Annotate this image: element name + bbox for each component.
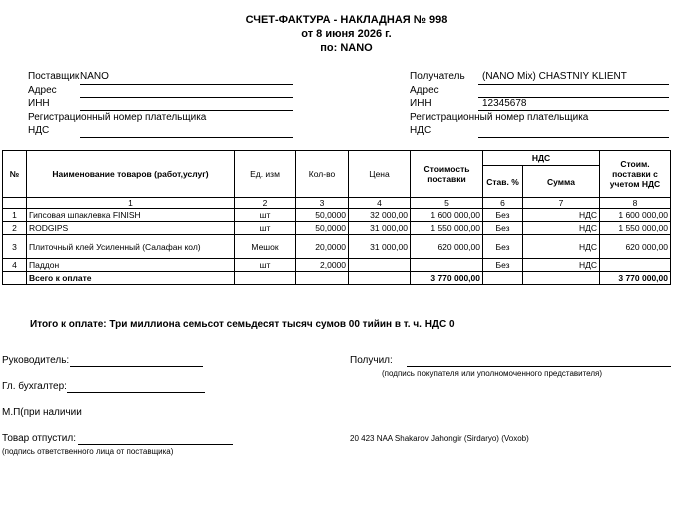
received-label: Получил:	[350, 355, 393, 366]
total-with-vat: 3 770 000,00	[600, 272, 671, 285]
header-vat-sum: Сумма	[523, 166, 600, 198]
supplier-address-label: Адрес	[28, 85, 57, 96]
row-name: Плиточный клей Усиленный (Салафан кол)	[27, 235, 235, 259]
row-total	[600, 259, 671, 272]
row-cost: 620 000,00	[411, 235, 483, 259]
invoice-date: от 8 июня 2026 г.	[301, 28, 392, 40]
header-unit: Ед. изм	[235, 151, 296, 198]
total-row	[3, 272, 671, 285]
recipient-inn-value: 12345678	[482, 98, 527, 109]
column-numbers-row	[3, 198, 671, 209]
released-label: Товар отпустил:	[2, 433, 76, 444]
invoice-title: СЧЕТ-ФАКТУРА - НАКЛАДНАЯ № 998	[245, 14, 448, 26]
supplier-value: NANO	[80, 71, 109, 82]
row-vat-rate: Без	[483, 235, 523, 259]
supplier-label: Поставщик	[28, 71, 80, 82]
invoice-table	[2, 150, 671, 285]
row-unit: шт	[235, 209, 296, 222]
recipient-vat-label: НДС	[410, 125, 432, 136]
total-label: Всего к оплате	[27, 272, 235, 285]
header-name: Наименование товаров (работ,услуг)	[27, 151, 235, 198]
row-cost: 1 550 000,00	[411, 222, 483, 235]
supplier-vat-label: НДС	[28, 125, 50, 136]
row-name: Гипсовая шпаклевка FINISH	[27, 209, 235, 222]
supplier-reg-label: Регистрационный номер плательщика	[28, 112, 207, 123]
recipient-reg-label: Регистрационный номер плательщика	[410, 112, 589, 123]
row-vat-sum: НДС	[523, 235, 600, 259]
header-vat: НДС	[483, 151, 600, 166]
table-row	[3, 209, 671, 222]
table-row	[3, 222, 671, 235]
row-name: Паддон	[27, 259, 235, 272]
released-note: (подпись ответственного лица от поставщика)	[2, 447, 174, 456]
row-num: 1	[3, 209, 27, 222]
row-unit: Мешок	[235, 235, 296, 259]
row-num: 3	[3, 235, 27, 259]
row-num: 2	[3, 222, 27, 235]
recipient-address-label: Адрес	[410, 85, 439, 96]
row-price	[349, 259, 411, 272]
row-vat-sum: НДС	[523, 222, 600, 235]
col-number: 8	[600, 198, 671, 209]
row-num: 4	[3, 259, 27, 272]
accountant-label: Гл. бухгалтер:	[2, 381, 67, 392]
row-price: 31 000,00	[349, 235, 411, 259]
row-total: 1 600 000,00	[600, 209, 671, 222]
row-total: 620 000,00	[600, 235, 671, 259]
recipient-label: Получатель	[410, 71, 465, 82]
header-cost: Стоимость поставки	[411, 151, 483, 198]
col-number: 4	[349, 198, 411, 209]
received-note: (подпись покупателя или уполномоченного представителя)	[382, 369, 603, 378]
row-vat-rate: Без	[483, 259, 523, 272]
header-num: №	[3, 151, 27, 198]
row-vat-rate: Без	[483, 222, 523, 235]
col-number: 2	[235, 198, 296, 209]
payment-summary: Итого к оплате: Три миллиона семьсот семьдесят тысяч сумов 00 тийин в т. ч. НДС 0	[30, 319, 455, 330]
row-price: 31 000,00	[349, 222, 411, 235]
row-vat-sum: НДС	[523, 259, 600, 272]
header-vat-rate: Став. %	[483, 166, 523, 198]
stamp-label: М.П(при наличии	[2, 407, 82, 418]
col-number: 6	[483, 198, 523, 209]
col-number: 7	[523, 198, 600, 209]
header-total: Стоим. поставки с учетом НДС	[600, 151, 671, 198]
table-row	[3, 235, 671, 259]
row-name: RODGIPS	[27, 222, 235, 235]
driver-info: 20 423 NAA Shakarov Jahongir (Sirdaryo) (Voxob)	[350, 434, 529, 443]
row-qty: 50,0000	[296, 222, 349, 235]
row-qty: 50,0000	[296, 209, 349, 222]
supplier-inn-label: ИНН	[28, 98, 50, 109]
col-number: 1	[27, 198, 235, 209]
col-number: 3	[296, 198, 349, 209]
invoice-po: по: NANO	[320, 42, 373, 54]
row-qty: 20,0000	[296, 235, 349, 259]
row-qty: 2,0000	[296, 259, 349, 272]
row-cost	[411, 259, 483, 272]
col-number: 5	[411, 198, 483, 209]
recipient-value: (NANO Mix) CHASTNIY KLIENT	[482, 71, 627, 82]
header-price: Цена	[349, 151, 411, 198]
row-vat-rate: Без	[483, 209, 523, 222]
row-vat-sum: НДС	[523, 209, 600, 222]
recipient-inn-label: ИНН	[410, 98, 432, 109]
row-unit: шт	[235, 259, 296, 272]
header-qty: Кол-во	[296, 151, 349, 198]
row-total: 1 550 000,00	[600, 222, 671, 235]
manager-label: Руководитель:	[2, 355, 70, 366]
row-price: 32 000,00	[349, 209, 411, 222]
table-row	[3, 259, 671, 272]
total-cost: 3 770 000,00	[411, 272, 483, 285]
row-cost: 1 600 000,00	[411, 209, 483, 222]
row-unit: шт	[235, 222, 296, 235]
